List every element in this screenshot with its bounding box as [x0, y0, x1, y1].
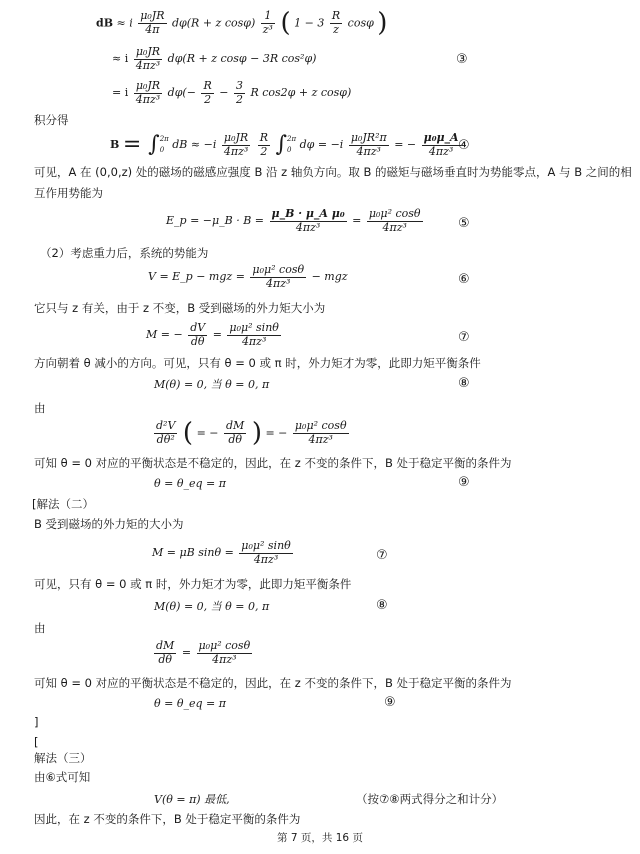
equation-d2V: $\frac{\text{d²V}}{\text{dθ²}}$ ( = − $\frac{dM}{d\theta}$ ) = − $\frac{\text{μ₀μ² cosθ}}{\text{4πz³}}$ [156, 418, 347, 448]
integral-label: 积分得 [34, 113, 69, 127]
eq-tag-3: ③ [456, 52, 468, 67]
label-from: 由 [34, 401, 46, 415]
equation-theta-eq-2: θ = θ_eq = π [154, 697, 226, 710]
paragraph-direction: 方向朝着 θ 减小的方向。可见，只有 θ = 0 或 π 时，外力矩才为零，此即力矩平衡条件 [34, 356, 481, 370]
eq-tag-7b: ⑦ [376, 548, 388, 563]
eq-tag-7: ⑦ [458, 330, 470, 345]
eq-tag-9b: ⑨ [384, 695, 396, 710]
equation-V: V = E_p − mgz = $\frac{\text{μ₀μ² cosθ}}{\text{4πz³}}$ − mgz [148, 263, 348, 290]
equation-dB-line3: = i $\frac{\text{μ₀JR}}{\text{4πz³}}$ dφ(− $\frac{R}{2}$ − $\frac{3}{2}$ R cos2φ + z cosφ) [112, 79, 352, 106]
bracket-open: [ [34, 735, 39, 749]
eq-tag-8b: ⑧ [376, 598, 388, 613]
paragraph-visible-line1: 可见，A 在 (0,0,z) 处的磁场的磁感应强度 B 沿 z 轴负方向。取 B 的磁矩与磁场垂直时为势能零点，A 与 B 之间的相 [34, 165, 632, 179]
paragraph-unstable-1: 可知 θ = 0 对应的平衡状态是不稳定的，因此，在 z 不变的条件下，B 处于稳定平衡的条件为 [34, 456, 512, 470]
eq-tag-9: ⑨ [458, 475, 470, 490]
label-from-2: 由 [34, 621, 46, 635]
paragraph-torque-2: B 受到磁场的外力矩的大小为 [34, 517, 184, 531]
equation-Ep: E_p = −μ_B · B = $\frac{\text{μ\_B · μ\_A μ₀}}{\text{4πz³}}$ = $\frac{\text{μ₀μ² cosθ}}{\text{4πz³}}$ [166, 207, 421, 234]
equation-M2-zero: M(θ) = 0, 当 θ = 0, π [154, 600, 270, 613]
scoring-note: （按⑦⑧两式得分之和计分） [356, 792, 504, 806]
equation-dB-line2: ≈ i $\frac{\text{μ₀JR}}{\text{4πz³}}$ dφ(R + z cosφ − 3R cos²φ) [112, 45, 317, 72]
paragraph-gravity: （2）考虑重力后，系统的势能为 [40, 246, 209, 260]
equation-B-integral: B = ∫ 2π 0 dB ≈ −i $\frac{\text{μ₀JR}}{\text{4πz³}}$ $\frac{R}{2}$ ∫ 2π 0 dφ = −i $\frac{\text{μ₀JR²π}}{\text{4πz³}}$ = − $\frac{\text{μ₀μ\_A}}{\text{4πz³}}$ [110, 131, 459, 158]
equation-M: M = − $\frac{dV}{d\theta}$ = $\frac{\text{μ₀μ² sinθ}}{\text{4πz³}}$ [146, 321, 279, 348]
equation-theta-eq: θ = θ_eq = π [154, 477, 226, 490]
equation-dM: $\frac{dM}{d\theta}$ = $\frac{\text{μ₀μ² cosθ}}{\text{4πz³}}$ [156, 639, 251, 666]
paragraph-only-z: 它只与 z 有关，由于 z 不变，B 受到磁场的外力矩大小为 [34, 301, 326, 315]
equation-M-zero: M(θ) = 0, 当 θ = 0, π [154, 378, 270, 391]
heading-method-2: [解法（二） [32, 497, 94, 511]
paragraph-visible-line2: 互作用势能为 [34, 186, 103, 200]
paragraph-from-eq6: 由⑥式可知 [34, 770, 91, 784]
page-footer: 第 7 页，共 16 页 [277, 832, 363, 844]
paragraph-unstable-2: 可知 θ = 0 对应的平衡状态是不稳定的，因此，在 z 不变的条件下，B 处于稳定平衡的条件为 [34, 676, 512, 690]
heading-method-3: 解法（三） [34, 751, 92, 765]
eq-tag-4: ④ [458, 138, 470, 153]
equation-M2: M = μB sinθ = $\frac{\text{μ₀μ² sinθ}}{\text{4πz³}}$ [152, 539, 291, 566]
equation-dB-line1: dB ≈ i $\frac{\text{μ₀JR}}{4\pi}$ dφ(R + z cosφ) $\frac{1}{\text{z³}}$ ( 1 − 3 $\frac{R}{z}$ cosφ ) [96, 8, 388, 38]
equation-V-min: V(θ = π) 最低, [154, 793, 230, 806]
eq-tag-5: ⑤ [458, 216, 470, 231]
bracket-close: ] [34, 715, 39, 729]
paragraph-conclusion: 因此，在 z 不变的条件下，B 处于稳定平衡的条件为 [34, 812, 301, 826]
eq-tag-8: ⑧ [458, 376, 470, 391]
paragraph-visible-2: 可见，只有 θ = 0 或 π 时，外力矩才为零，此即力矩平衡条件 [34, 577, 352, 591]
eq-tag-6: ⑥ [458, 272, 470, 287]
